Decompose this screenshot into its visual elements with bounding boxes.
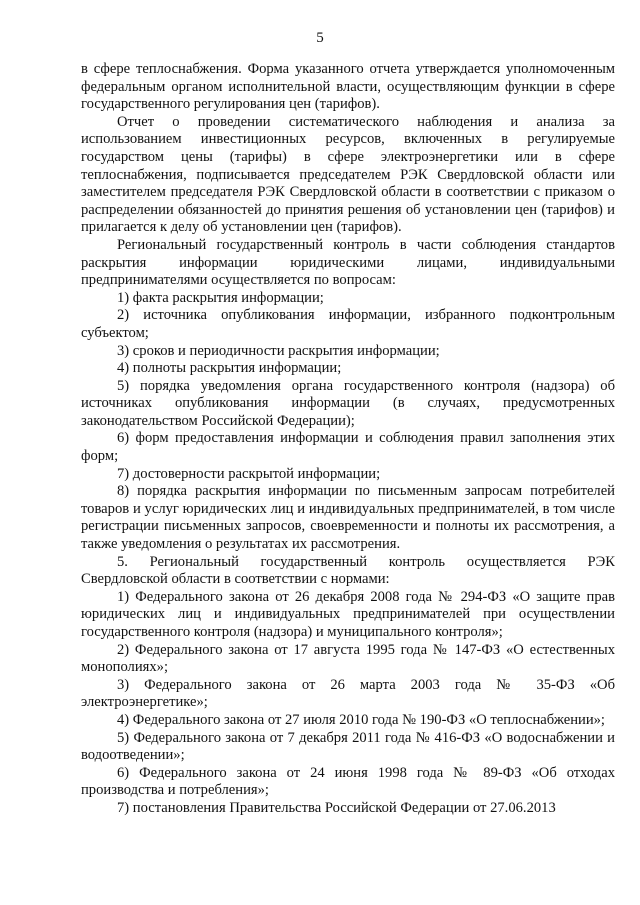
paragraph: 7) постановления Правительства Российской Федерации от 27.06.2013	[117, 799, 556, 816]
paragraph: в сфере теплоснабжения. Форма указанного отчета утверждается уполномоченным федеральным органом исполнительной власти, осуществляющим функции в сфере государственного регулирования цен (тарифов).	[81, 61, 615, 113]
paragraph: 3) сроков и периодичности раскрытия информации;	[117, 342, 440, 359]
paragraph: 1) факта раскрытия информации;	[117, 289, 324, 306]
paragraph: 5) порядка уведомления органа государственного контроля (надзора) об источниках опубликования информации (в случаях, предусмотренных законодательством Российской Федерации);	[81, 377, 615, 429]
paragraph: 3) Федерального закона от 26 марта 2003 года № 35-ФЗ «Об электроэнергетике»;	[81, 676, 615, 711]
paragraph: 5. Региональный государственный контроль осуществляется РЭК Свердловской области в соответствии с нормами:	[81, 553, 615, 588]
paragraph: 7) достоверности раскрытой информации;	[117, 465, 381, 482]
paragraph: 8) порядка раскрытия информации по письменным запросам потребителей товаров и услуг юридических лиц и индивидуальных предпринимателей, в том числе регистрации письменных запросов, своевременности и полноты их рассмотрения, а также уведомления о результатах их рассмотрения.	[81, 483, 615, 553]
page-number: 5	[316, 30, 324, 46]
paragraph: 4) Федерального закона от 27 июля 2010 года № 190-ФЗ «О теплоснабжении»;	[117, 711, 605, 728]
paragraph: 6) форм предоставления информации и соблюдения правил заполнения этих форм;	[81, 430, 615, 465]
paragraph: 4) полноты раскрытия информации;	[117, 360, 342, 377]
paragraph: Отчет о проведении систематического наблюдения и анализа за использованием инвестиционных ресурсов, включенных в регулируемые государством цены (тарифы) в сфере электроэнергетики или в сфере теплоснабжения, подписывается председателем РЭК Свердловской области или заместителем председателя РЭК Свердловской области в соответствии с приказом о распределении обязанностей до принятия решения об установлении цен (тарифов) и прилагается к делу об установлении цен (тарифов).	[81, 113, 615, 236]
paragraph: 6) Федерального закона от 24 июня 1998 года № 89-ФЗ «Об отходах производства и потребления»;	[81, 764, 615, 799]
body-text	[81, 61, 615, 818]
paragraph: 5) Федерального закона от 7 декабря 2011 года № 416-ФЗ «О водоснабжении и водоотведении»;	[81, 729, 615, 764]
paragraph: 1) Федерального закона от 26 декабря 2008 года № 294-ФЗ «О защите прав юридических лиц и индивидуальных предпринимателей при осуществлении государственного контроля (надзора) и муниципального контроля»;	[81, 588, 615, 640]
paragraph: Региональный государственный контроль в части соблюдения стандартов раскрытия информации юридическими лицами, индивидуальными предпринимателями осуществляется по вопросам:	[81, 236, 615, 289]
paragraph: 2) Федерального закона от 17 августа 1995 года № 147-ФЗ «О естественных монополиях»;	[81, 641, 615, 676]
paragraph: 2) источника опубликования информации, избранного подконтрольным субъектом;	[81, 307, 615, 341]
